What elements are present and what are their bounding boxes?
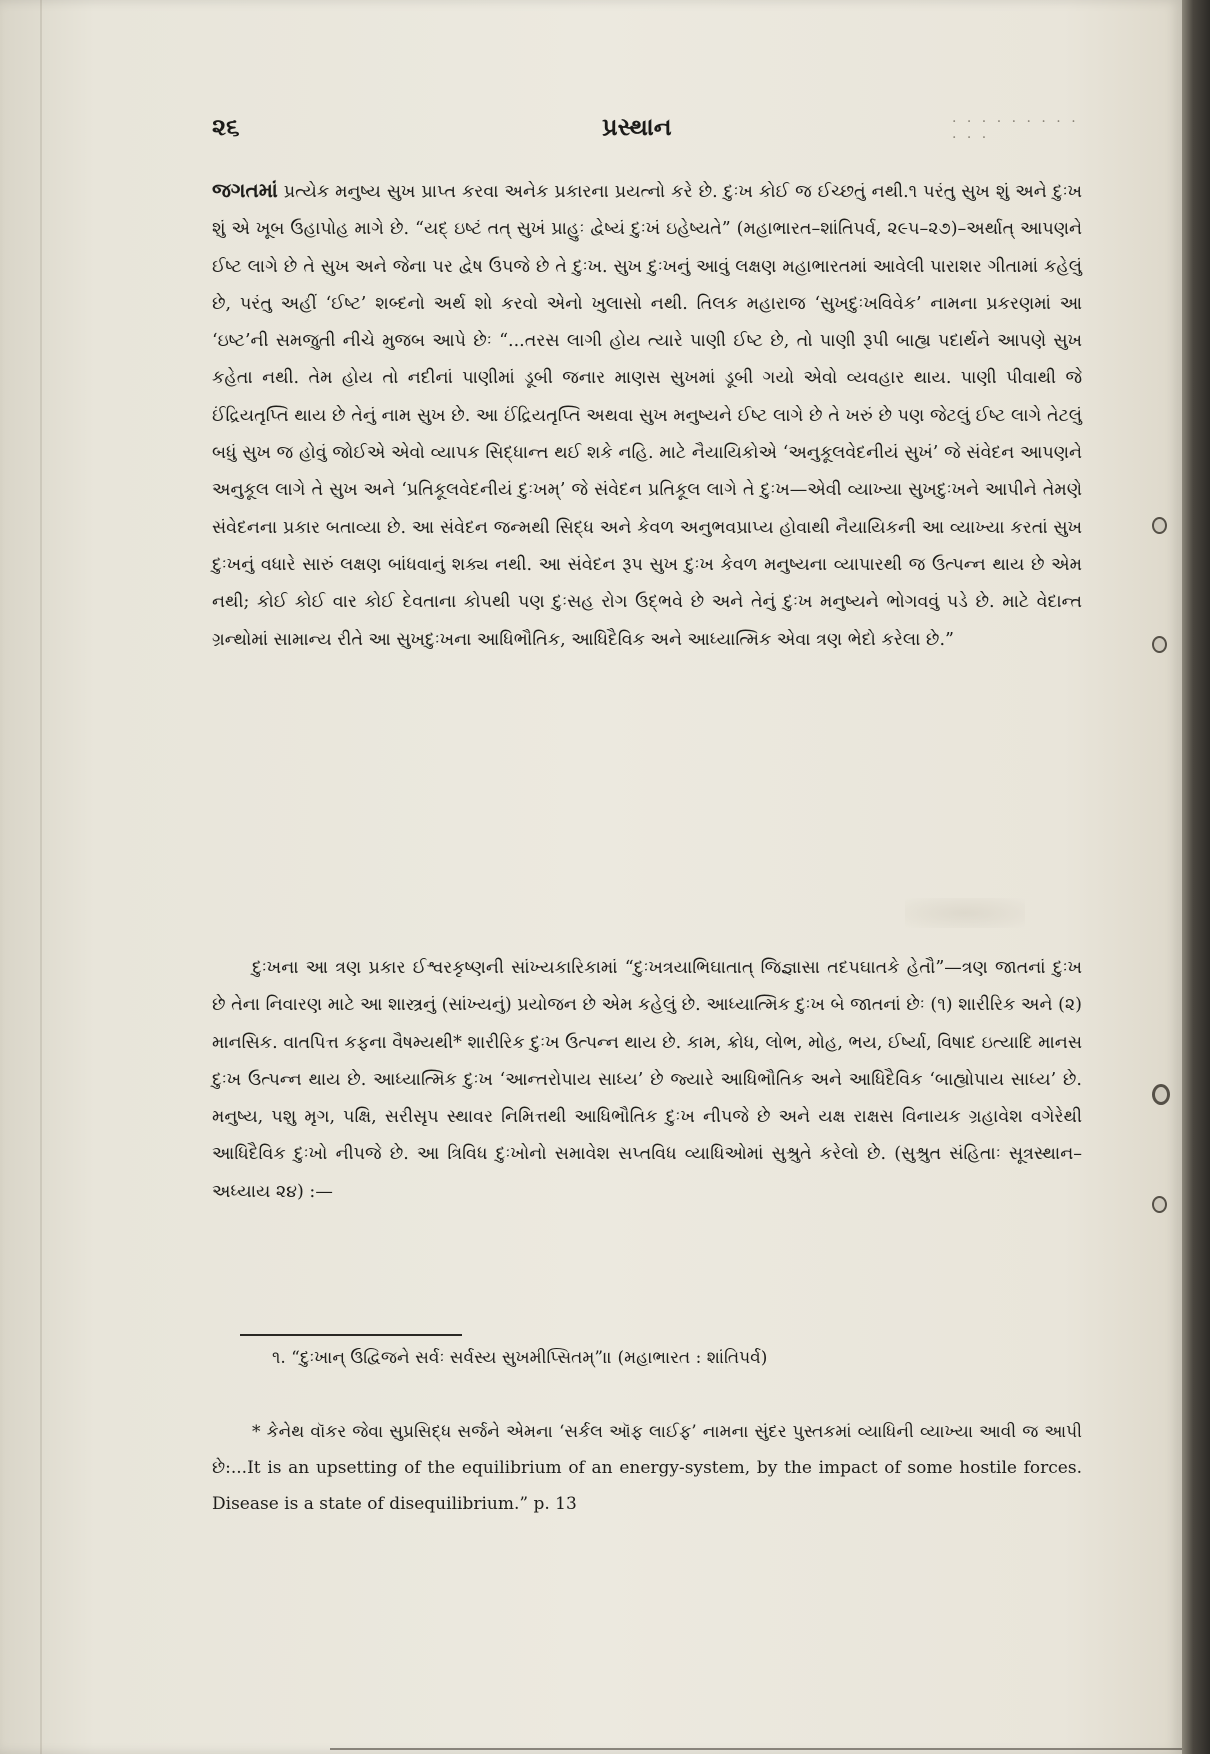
paragraph-1-text: પ્રત્યેક મનુષ્ય સુખ પ્રાપ્ત કરવા અનેક પ્રકારના પ્રયત્નો કરે છે. દુઃખ કોઈ જ ઈચ્છતું નથી.૧ પરંતુ સુખ શું અને દુઃખ શું એ ખૂબ ઉહાપોહ માગે છે. “યદ્ ઇષ્ટં તત્ સુખં પ્રાહુઃ દ્વેષ્યં દુઃખં ઇહેષ્યતે” (મહાભારત–શાંતિપર્વ, ૨૯૫–૨૭)–અર્થાત્ આપણને ઈષ્ટ લાગે છે તે સુખ અને જેના પર દ્વેષ ઉપજે છે તે દુઃખ. સુખ દુઃખનું આવું લક્ષણ મહાભારતમાં આવેલી પારાશર ગીતામાં કહેલું છે, પરંતુ અહીં ‘ઈષ્ટ’ શબ્દનો અર્થ શો કરવો એનો ખુલાસો નથી. તિલક મહારાજ ‘સુખદુઃખવિવેક’ નામના પ્રકરણમાં આ ‘ઇષ્ટ’ની સમજુતી નીચે મુજબ આપે છેઃ “...તરસ લાગી હોય ત્યારે પાણી ઈષ્ટ છે, તો પાણી રૂપી બાહ્ય પદાર્થને આપણે સુખ કહેતા નથી. તેમ હોય તો નદીનાં પાણીમાં ડૂબી જનાર માણસ સુખમાં ડૂબી ગયો એવો વ્યવહાર થાય. પાણી પીવાથી જે ઈંદ્રિયતૃપ્તિ થાય છે તેનું નામ સુખ છે. આ ઈંદ્રિયતૃપ્તિ અથવા સુખ મનુષ્યને ઈષ્ટ લાગે છે તે ખરું છે પણ જેટલું ઈષ્ટ લાગે તેટલું બધું સુખ જ હોવું જોઈએ એવો વ્યાપક સિદ્ધાન્ત થઈ શકે નહિ. માટે નૈયાયિકોએ ‘અનુકૂલવેદનીયં સુખં’ જે સંવેદન આપણને અનુકૂલ લાગે તે સુખ અને ‘પ્રતિકૂલવેદનીયં દુઃખમ્’ જે સંવેદન પ્રતિકૂલ લાગે તે દુઃખ—એવી વ્યાખ્યા સુખદુઃખને આપીને તેમણે સંવેદનના પ્રકાર બતાવ્યા છે. આ સંવેદન જન્મથી સિદ્ધ અને કેવળ અનુભવપ્રાપ્ય હોવાથી નૈયાયિકની આ વ્યાખ્યા કરતાં સુખ દુઃખનું વધારે સારું લક્ષણ બાંધવાનું શક્ય નથી. આ સંવેદન રૂપ સુખ દુઃખ કેવળ મનુષ્યના વ્યાપારથી જ ઉત્પન્ન થાય છે એમ નથી; કોઈ કોઈ વાર કોઈ દેવતાના કોપથી પણ દુઃસહ રોગ ઉદ્ભવે છે અને તેનું દુઃખ મનુષ્યને ભોગવવું પડે છે. માટે વેદાન્ત ગ્રન્થોમાં સામાન્ય રીતે આ સુખદુઃખના આધિભૌતિક, આધિદૈવિક અને આધ્યાત્મિક એવા ત્રણ ભેદો કરેલા છે.” xyxy=(212,182,1083,650)
paragraph-1-lead: જગતમાં xyxy=(212,178,278,202)
paragraph-1 xyxy=(212,172,1082,659)
page-header xyxy=(212,112,1082,152)
punch-hole-icon xyxy=(1152,1084,1170,1105)
binding-shadow xyxy=(40,0,42,1754)
paragraph-2-text: દુઃખના આ ત્રણ પ્રકાર ઈશ્વરકૃષ્ણની સાંખ્યકારિકામાં “દુઃખત્રયાભિઘાતાત્ જિજ્ઞાસા તદપઘાતકે હેતૌ”—ત્રણ જાતનાં દુઃખ છે તેના નિવારણ માટે આ શાસ્ત્રનું (સાંખ્યનું) પ્રયોજન છે એમ કહેલું છે. આધ્યાત્મિક દુઃખ બે જાતનાં છેઃ (૧) શારીરિક અને (૨) માનસિક. વાતપિત્ત કફના વૈષમ્યથી* શારીરિક દુઃખ ઉત્પન્ન થાય છે. કામ, ક્રોધ, લોભ, મોહ, ભય, ઈર્ષ્યા, વિષાદ ઇત્યાદિ માનસ દુઃખ ઉત્પન્ન થાય છે. આધ્યાત્મિક દુઃખ ‘આન્તરોપાય સાધ્ય’ છે જ્યારે આધિભૌતિક અને આધિદૈવિક ‘બાહ્યોપાય સાધ્ય’ છે. મનુષ્ય, પશુ મૃગ, પક્ષિ, સરીસૃપ સ્થાવર નિમિત્તથી આધિભૌતિક દુઃખ નીપજે છે અને યક્ષ રાક્ષસ વિનાયક ગ્રહાવેશ વગેરેથી આધિદૈવિક દુઃખો નીપજે છે. આ ત્રિવિધ દુઃખોનો સમાવેશ સપ્તવિધ વ્યાધિઓમાં સુશ્રુતે કરેલો છે. (સુશ્રુત સંહિતાઃ સૂત્રસ્થાન–અધ્યાય ૨૪) :— xyxy=(212,958,1082,1202)
footnote-2 xyxy=(212,1414,1082,1522)
footnote-1: ૧. “દુઃખાન્ ઉદ્વિજને સર્વઃ સર્વસ્ય સુખમીપ્સિતમ્”॥ (મહાભારત : શાંતિપર્વ) xyxy=(272,1348,768,1368)
footnote-2-text: * કેનેથ વૉકર જેવા સુપ્રસિદ્ધ સર્જને એમના ‘સર્કલ ઑફ લાઈફ’ નામના સુંદર પુસ્તકમાં વ્યાધિની વ્યાખ્યા આવી જ આપી છે:...It is an upsetting of the equilibrium of an energy-system, by the impact of some hostile forces. Disease is a state of disequilibrium.” p. 13 xyxy=(212,1422,1082,1514)
page-number: ૨૬ xyxy=(212,112,240,141)
paper-stain xyxy=(905,898,1025,928)
book-edge xyxy=(1182,0,1210,1754)
bottom-edge-line xyxy=(330,1748,1182,1750)
punch-hole-icon xyxy=(1152,636,1167,653)
punch-hole-icon xyxy=(1152,517,1167,534)
running-title: પ્રસ્થાન xyxy=(602,112,672,141)
footnote-divider xyxy=(240,1334,462,1336)
punch-hole-icon xyxy=(1152,1196,1167,1213)
paragraph-2 xyxy=(212,950,1082,1211)
header-dots: · · · · · · · · · · · · xyxy=(952,114,1079,146)
